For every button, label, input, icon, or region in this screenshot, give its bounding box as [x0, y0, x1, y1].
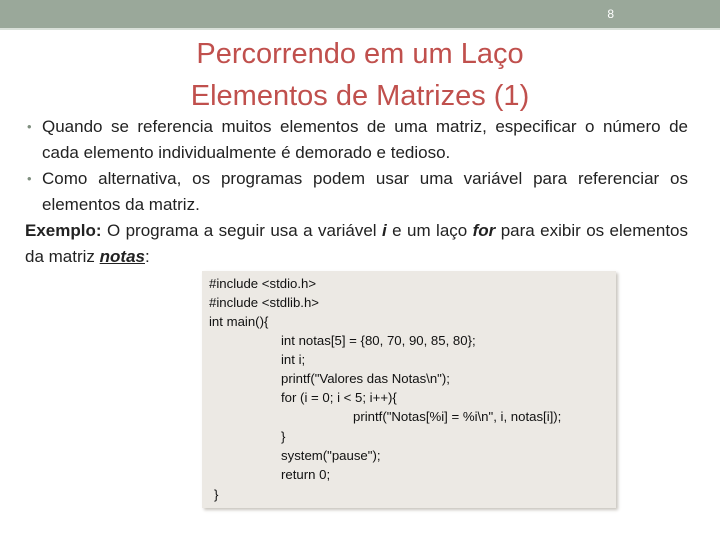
header-divider: [0, 28, 720, 30]
example-text: :: [144, 247, 150, 266]
code-line: }: [214, 487, 219, 502]
slide-body: [25, 114, 688, 270]
code-line: int i;: [281, 352, 306, 367]
code-line: int notas[5] = {80, 70, 90, 85, 80};: [281, 333, 476, 348]
code-line: return 0;: [281, 467, 331, 482]
code-line: system("pause");: [281, 448, 381, 463]
example-text: e um laço: [386, 221, 473, 240]
bullet-item: [25, 166, 688, 218]
example-label: Exemplo:: [25, 221, 102, 240]
title-line-1: Percorrendo em um Laço: [196, 38, 524, 70]
bullet-item: [25, 114, 688, 166]
code-line: }: [281, 429, 286, 444]
example-var-i: i: [382, 221, 387, 240]
code-line: int main(){: [209, 314, 269, 329]
example-keyword-for: for: [472, 221, 496, 240]
code-block: [202, 271, 616, 508]
bullet-dot-icon: •: [27, 171, 32, 186]
code-line: printf("Valores das Notas\n");: [281, 371, 450, 386]
example-paragraph: [25, 218, 688, 270]
code-line: #include <stdio.h>: [209, 276, 317, 291]
code-line: for (i = 0; i < 5; i++){: [281, 390, 397, 405]
example-text: para exibir os elementos da matriz: [25, 221, 688, 266]
code-line: #include <stdlib.h>: [209, 295, 319, 310]
title-line-2: Elementos de Matrizes (1): [190, 80, 530, 112]
example-text: O programa a seguir usa a variável: [101, 221, 382, 240]
page-number: 8: [607, 7, 614, 21]
bullet-dot-icon: •: [27, 119, 32, 134]
example-var-notas: notas: [99, 247, 145, 266]
slide-title: [150, 33, 570, 117]
code-line: printf("Notas[%i] = %i\n", i, notas[i]);: [353, 409, 562, 424]
bullet-text: Como alternativa, os programas podem usar uma variável para referenciar os elementos da matriz.: [42, 169, 688, 214]
bullet-text: Quando se referencia muitos elementos de uma matriz, especificar o número de cada elemento individualmente é demorado e tedioso.: [42, 117, 688, 162]
